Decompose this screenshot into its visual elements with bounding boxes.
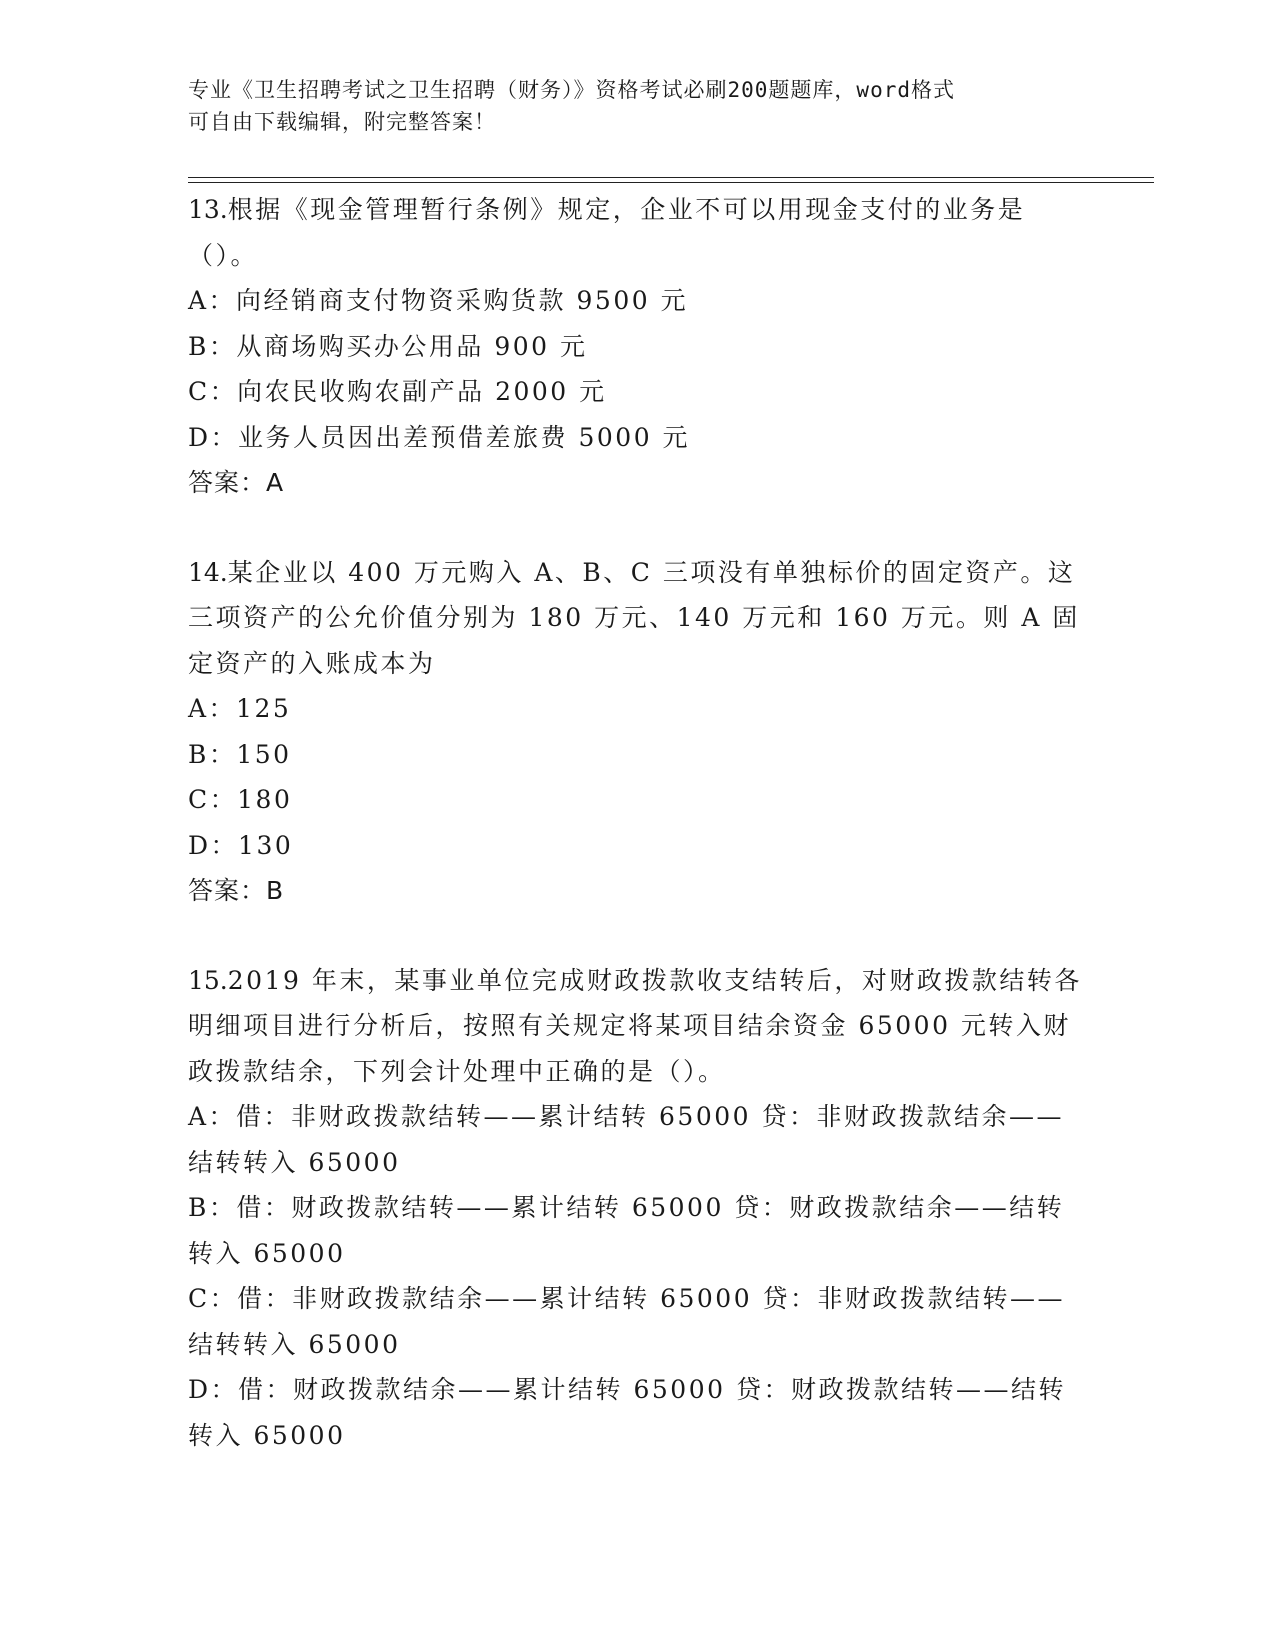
option-c: C：向农民收购农副产品 2000 元 [188,377,607,406]
option-a: A：125 [188,694,292,723]
option-d: D：130 [188,830,294,860]
header-line-1: 专业《卫生招聘考试之卫生招聘（财务）》资格考试必刷200题题库，word格式 [188,78,955,102]
option-b: B：从商场购买办公用品 900 元 [188,331,588,361]
document-header [188,74,1068,138]
header-divider-bottom [188,182,1154,183]
question-stem [188,958,1088,1095]
option-a: A：向经销商支付物资采购货款 9500 元 [188,286,689,315]
option-c: C：借：非财政拨款结余——累计结转 65000 贷：非财政拨款结转——结转转入 65000 [188,1284,1066,1359]
question-14 [188,550,1088,914]
question-text: 某企业以 400 万元购入 A、B、C 三项没有单独标价的固定资产。这三项资产的公允价值分别为 180 万元、140 万元和 160 万元。则 A 固定资产的入账成本为 [188,557,1080,678]
question-number: 14. [188,557,228,587]
question-stem [188,550,1088,687]
answer-line: 答案：B [188,876,285,905]
header-line-2: 可自由下载编辑，附完整答案！ [188,110,496,134]
header-divider-top [188,177,1154,178]
question-number: 15. [188,965,228,995]
option-c: C：180 [188,785,293,814]
option-a: A：借：非财政拨款结转——累计结转 65000 贷：非财政拨款结余——结转转入 65000 [188,1102,1064,1177]
option-d: D：借：财政拨款结余——累计结转 65000 贷：财政拨款结转——结转转入 65000 [188,1375,1066,1450]
option-d: D：业务人员因出差预借差旅费 5000 元 [188,422,691,452]
question-13 [188,187,1088,506]
question-text: 2019 年末，某事业单位完成财政拨款收支结转后，对财政拨款结转各明细项目进行分析后，按照有关规定将某项目结余资金 65000 元转入财政拨款结余，下列会计处理中正确的是（）。 [188,965,1082,1086]
option-b: B：借：财政拨款结转——累计结转 65000 贷：财政拨款结余——结转转入 65000 [188,1193,1065,1268]
question-15 [188,958,1088,1459]
answer-line: 答案：A [188,468,285,497]
question-text: 根据《现金管理暂行条例》规定，企业不可以用现金支付的业务是（）。 [188,195,1026,270]
question-list [188,187,1088,1502]
option-b: B：150 [188,739,292,769]
question-number: 13. [188,195,228,224]
question-stem [188,187,1088,278]
